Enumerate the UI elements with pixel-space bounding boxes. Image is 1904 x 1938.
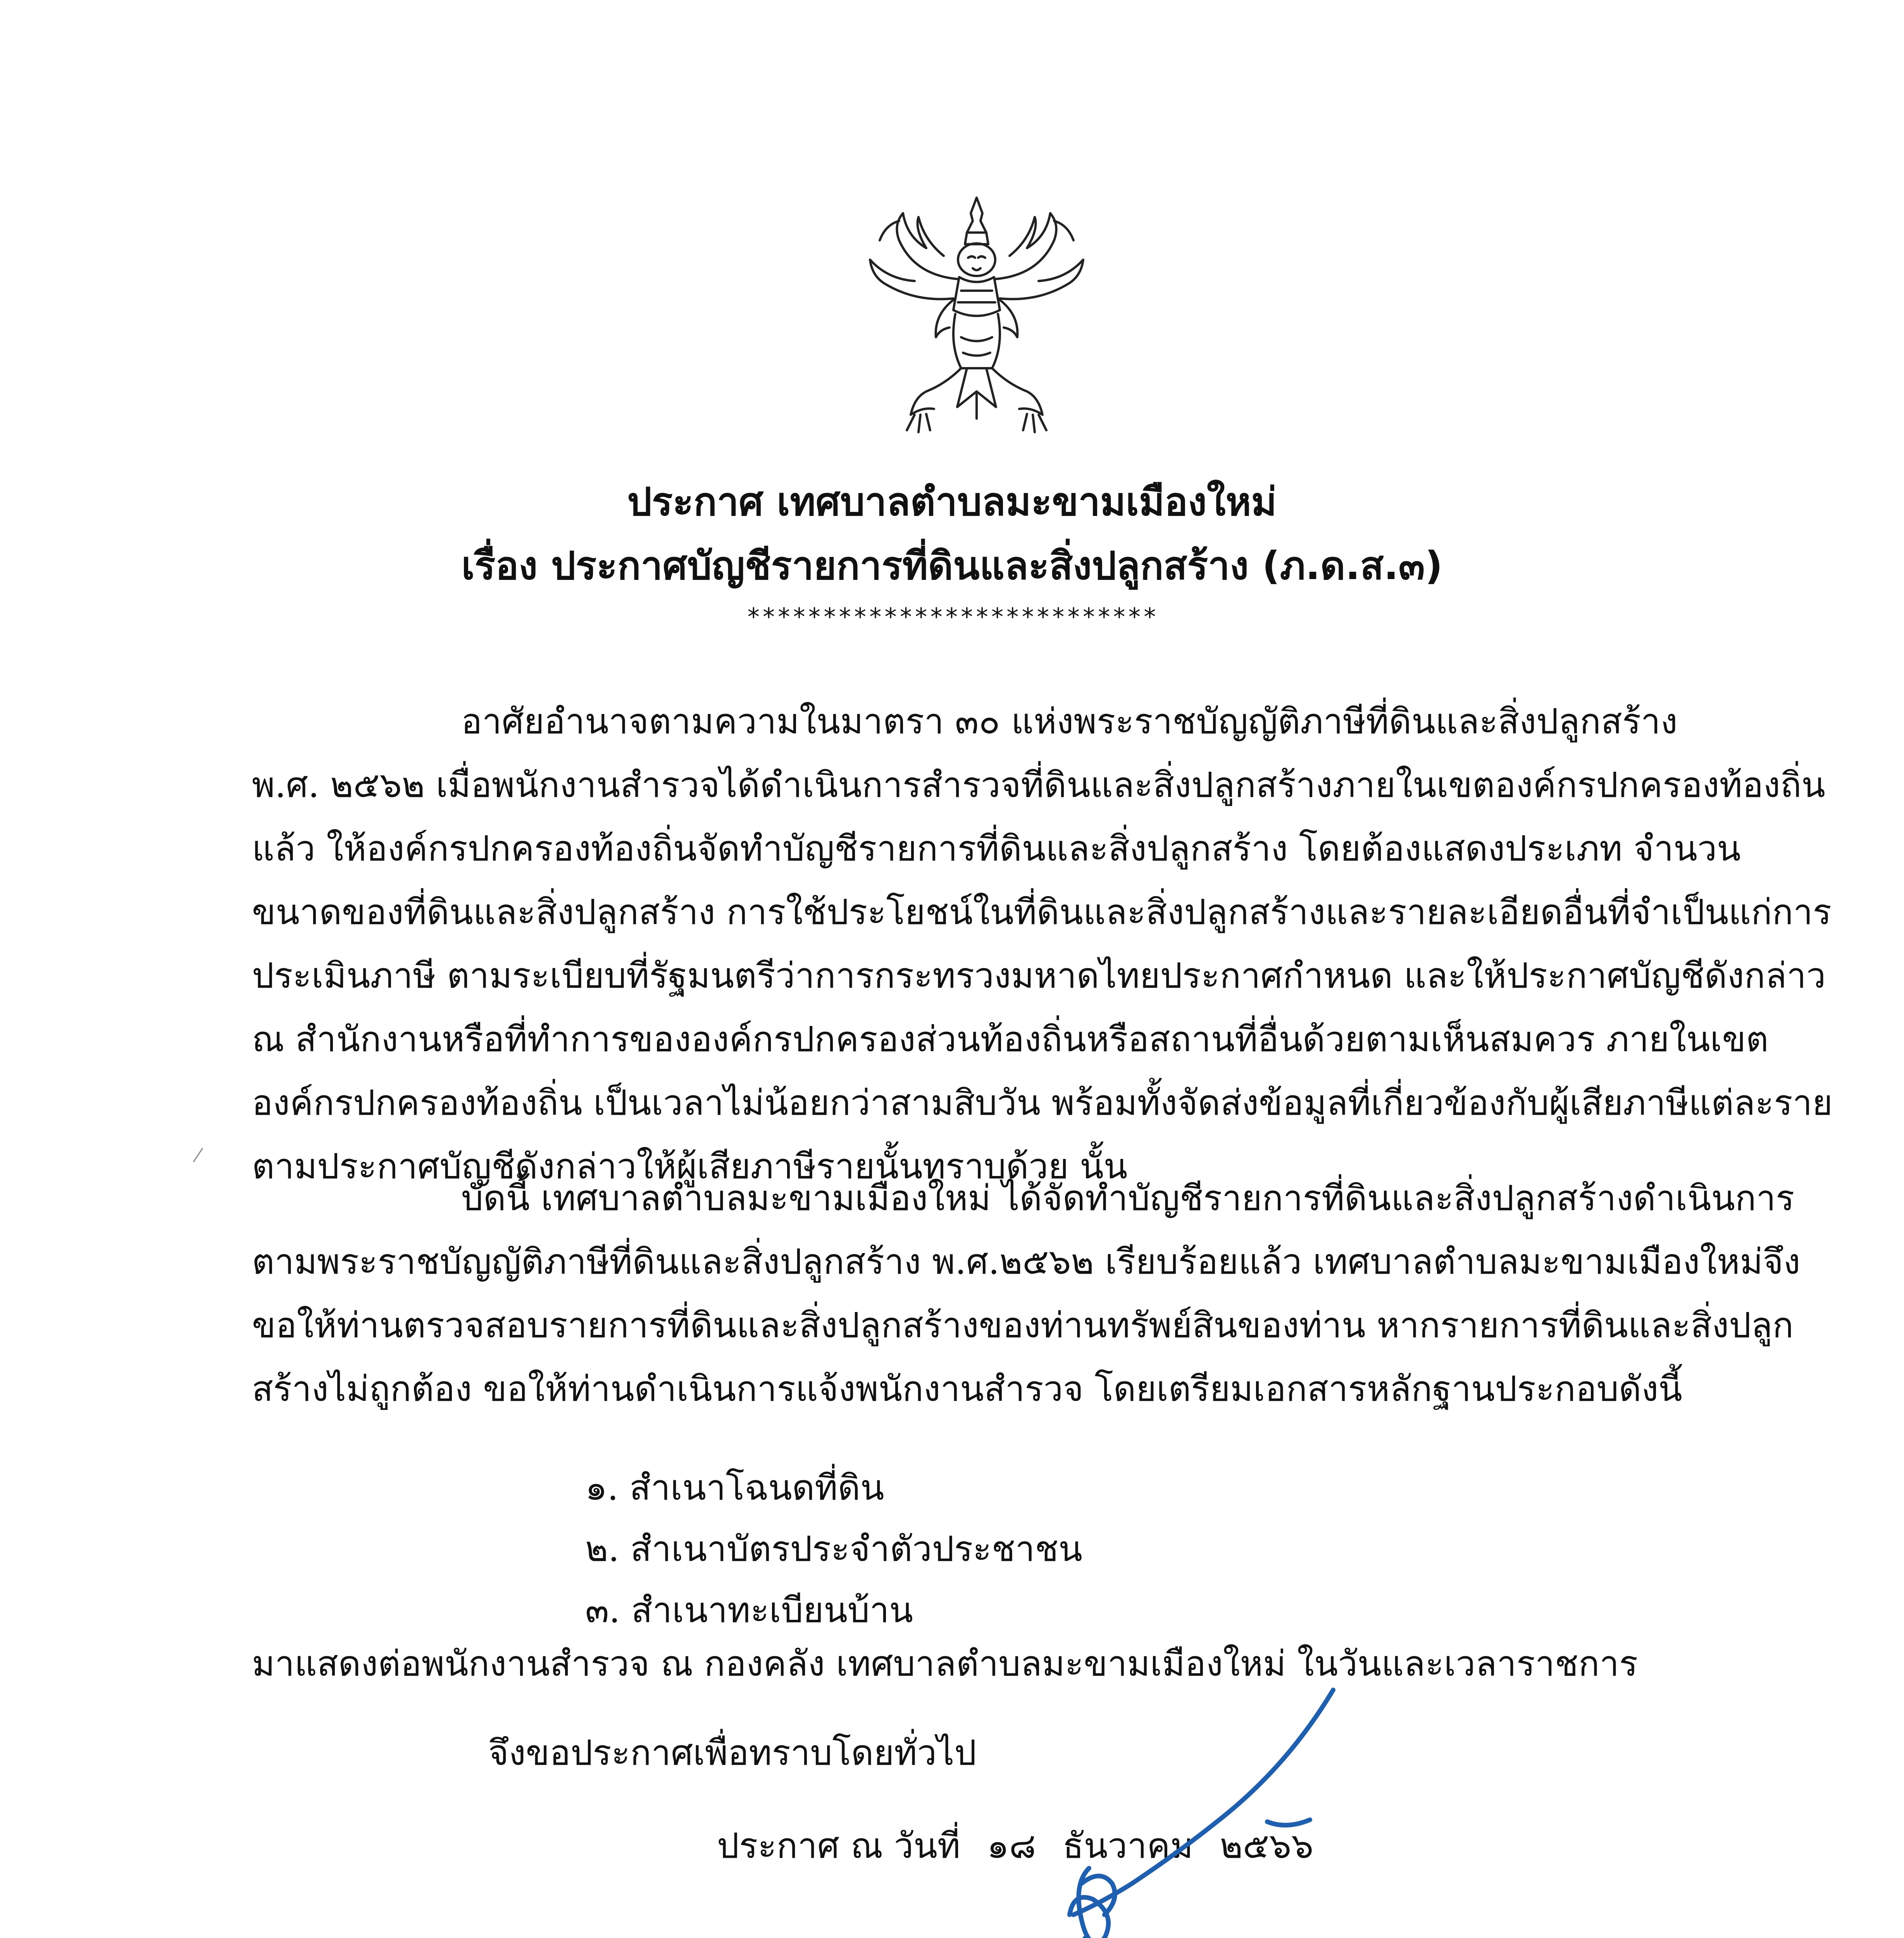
paragraph-authority <box>252 690 1833 1198</box>
paragraph-line: แล้ว ให้องค์กรปกครองท้องถิ่นจัดทำบัญชีรายการที่ดินและสิ่งปลูกสร้าง โดยต้องแสดงประเภท จำนวน <box>252 828 1741 869</box>
announcement-title: ประกาศ เทศบาลตำบลมะขามเมืองใหม่ <box>627 479 1277 524</box>
paragraph-line: ตามพระราชบัญญัติภาษีที่ดินและสิ่งปลูกสร้าง พ.ศ.๒๕๖๒ เรียบร้อยแล้ว เทศบาลตำบลมะขามเมืองใหม่จึง <box>252 1241 1801 1282</box>
date-year: ๒๕๖๖ <box>1220 1826 1314 1866</box>
paragraph-line: ตามประกาศบัญชีดังกล่าวให้ผู้เสียภาษีรายนั้นทราบด้วย นั้น <box>252 1146 1128 1187</box>
paragraph-line: พ.ศ. ๒๕๖๒ เมื่อพนักงานสำรวจได้ดำเนินการสำรวจที่ดินและสิ่งปลูกสร้างภายในเขตองค์กรปกครองท้องถิ่น <box>252 765 1825 805</box>
closing-instruction: มาแสดงต่อพนักงานสำรวจ ณ กองคลัง เทศบาลตำบลมะขามเมืองใหม่ ในวันและเวลาราชการ <box>252 1643 1638 1684</box>
garuda-emblem-icon <box>856 182 1097 438</box>
separator-asterisks: *************************** <box>746 603 1158 631</box>
paragraph-line: ประเมินภาษี ตามระเบียบที่รัฐมนตรีว่าการกระทรวงมหาดไทยประกาศกำหนด และให้ประกาศบัญชีดังกล่าว <box>252 955 1826 996</box>
paragraph-line: บัดนี้ เทศบาลตำบลมะขามเมืองใหม่ ได้จัดทำบัญชีรายการที่ดินและสิ่งปลูกสร้างดำเนินการ <box>461 1178 1795 1219</box>
paragraph-line: ณ สำนักงานหรือที่ทำการขององค์กรปกครองส่วนท้องถิ่นหรือสถานที่อื่นด้วยตามเห็นสมควร ภายในเขต <box>252 1019 1769 1060</box>
required-documents-list <box>585 1457 1082 1641</box>
stray-mark <box>192 1147 203 1163</box>
paragraph-line: ขอให้ท่านตรวจสอบรายการที่ดินและสิ่งปลูกสร้างของท่านทรัพย์สินของท่าน หากรายการที่ดินและสิ่งปลูก <box>252 1305 1794 1346</box>
announce-line: จึงขอประกาศเพื่อทราบโดยทั่วไป <box>488 1733 977 1773</box>
date-prefix: ประกาศ ณ วันที่ <box>717 1826 961 1866</box>
date-month: ธันวาคม <box>1062 1826 1193 1866</box>
date-day: ๑๘ <box>987 1826 1036 1866</box>
announcement-subject: เรื่อง ประกาศบัญชีรายการที่ดินและสิ่งปลูกสร้าง (ภ.ด.ส.๓) <box>461 543 1443 588</box>
paragraph-line: สร้างไม่ถูกต้อง ขอให้ท่านดำเนินการแจ้งพนักงานสำรวจ โดยเตรียมเอกสารหลักฐานประกอบดังนี้ <box>252 1369 1682 1409</box>
list-item: ๒. สำเนาบัตรประจำตัวประชาชน <box>585 1529 1082 1569</box>
paragraph-line: องค์กรปกครองท้องถิ่น เป็นเวลาไม่น้อยกว่าสามสิบวัน พร้อมทั้งจัดส่งข้อมูลที่เกี่ยวข้องกับผู้เสียภาษีแต่ละราย <box>252 1083 1833 1123</box>
paragraph-notice <box>252 1167 1801 1421</box>
list-item: ๑. สำเนาโฉนดที่ดิน <box>585 1467 884 1508</box>
list-item: ๓. สำเนาทะเบียนบ้าน <box>585 1590 913 1631</box>
handwritten-signature <box>1015 1667 1364 1938</box>
paragraph-line: อาศัยอำนาจตามความในมาตรา ๓๐ แห่งพระราชบัญญัติภาษีที่ดินและสิ่งปลูกสร้าง <box>461 701 1678 742</box>
paragraph-line: ขนาดของที่ดินและสิ่งปลูกสร้าง การใช้ประโยชน์ในที่ดินและสิ่งปลูกสร้างและรายละเอียดอื่นที่จำเป็นแก่การ <box>252 892 1832 933</box>
